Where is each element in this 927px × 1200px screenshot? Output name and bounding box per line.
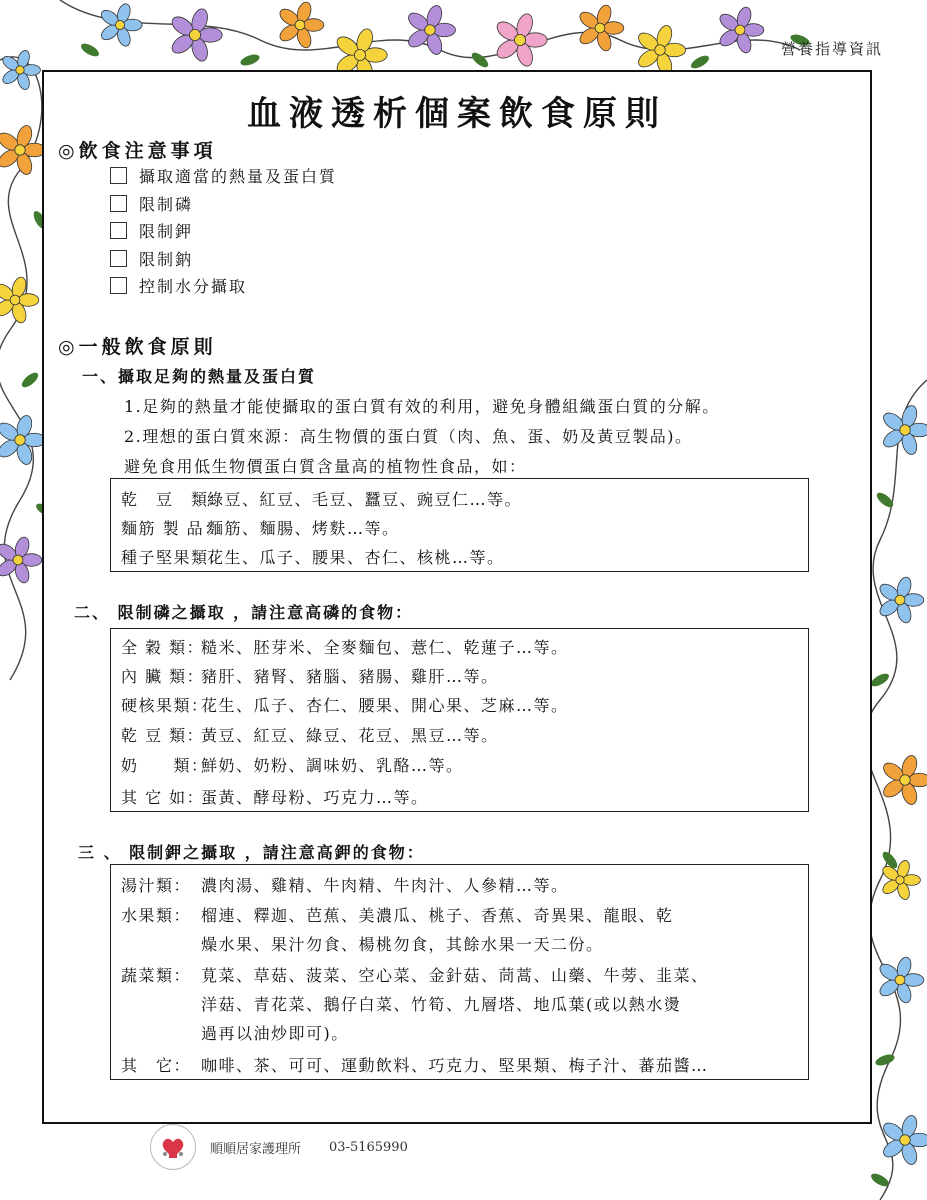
food-row-label: 全 穀 類： bbox=[121, 638, 205, 657]
checklist-item[interactable] bbox=[110, 190, 337, 218]
heart-house-icon bbox=[158, 1132, 188, 1162]
food-row-content: 蛋黃、酵母粉、巧克力…等。 bbox=[201, 788, 429, 807]
flower-center bbox=[354, 49, 365, 60]
flower-center bbox=[13, 555, 23, 565]
food-row-content: 榴連、釋迦、芭蕉、美濃瓜、桃子、香蕉、奇異果、龍眼、乾 bbox=[201, 906, 674, 925]
food-row-content: 糙米、胚芽米、全麥麵包、薏仁、乾蓮子…等。 bbox=[201, 638, 569, 657]
flower-center bbox=[895, 595, 905, 605]
leaf bbox=[869, 671, 891, 689]
flower-center bbox=[655, 45, 666, 56]
leaf bbox=[239, 52, 261, 67]
food-row-label: 湯汁類： bbox=[121, 876, 192, 895]
phosphorus-foods-box bbox=[110, 628, 809, 812]
flower-center bbox=[189, 29, 200, 40]
clinic-phone: 03-5165990 bbox=[329, 1139, 408, 1155]
food-row-content: 花生、瓜子、杏仁、腰果、開心果、芝麻…等。 bbox=[201, 696, 569, 715]
flower-center bbox=[15, 435, 26, 446]
flower-center bbox=[15, 145, 26, 156]
checklist-item-label: 限制鈉 bbox=[139, 249, 194, 269]
flower-center bbox=[900, 775, 911, 786]
protein-note-1: 1.足夠的熱量才能使攝取的蛋白質有效的利用，避免身體組織蛋白質的分解。 bbox=[124, 397, 720, 416]
flower-center bbox=[895, 975, 905, 985]
clinic-logo bbox=[150, 1124, 196, 1170]
checklist-item-label: 攝取適當的熱量及蛋白質 bbox=[139, 167, 338, 187]
leaf bbox=[19, 370, 40, 390]
category-tag: 營養指導資訊 bbox=[780, 40, 883, 58]
page-title: 血液透析個案飲食原則 bbox=[247, 94, 667, 134]
footer bbox=[150, 1122, 408, 1172]
checkbox[interactable] bbox=[110, 195, 127, 212]
subsection-potassium-heading: 三 、 限制鉀之攝取 ，請注意高鉀的食物： bbox=[78, 843, 425, 862]
section-diet-notes-heading: ◎飲食注意事項 bbox=[58, 140, 217, 162]
checklist-item[interactable] bbox=[110, 217, 337, 245]
leaf bbox=[79, 41, 101, 59]
food-row-content: 花生、瓜子、腰果、杏仁、核桃…等。 bbox=[207, 548, 505, 567]
food-row-content: 咖啡、茶、可可、運動飲料、巧克力、堅果類、梅子汁、蕃茄醬… bbox=[201, 1056, 709, 1075]
checklist-item-label: 控制水分攝取 bbox=[139, 277, 248, 297]
flower-center bbox=[295, 20, 305, 30]
food-row-content: 鮮奶、奶粉、調味奶、乳酪…等。 bbox=[201, 756, 464, 775]
section-general-principles-heading: ◎一般飲食原則 bbox=[58, 336, 217, 358]
diet-notes-checklist bbox=[110, 162, 337, 300]
checklist-item-label: 限制磷 bbox=[139, 194, 194, 214]
protein-note-3: 避免食用低生物價蛋白質含量高的植物性食品，如： bbox=[124, 457, 527, 476]
content-frame bbox=[42, 70, 872, 1124]
food-row-label: 麵筋 製 品： bbox=[121, 519, 222, 538]
food-row-label: 種子堅果類： bbox=[121, 548, 227, 567]
checklist-item[interactable] bbox=[110, 162, 337, 190]
flower-center bbox=[10, 295, 20, 305]
subsection-protein-heading: 一、攝取足夠的熱量及蛋白質 bbox=[82, 367, 317, 386]
food-row-label: 乾 豆 類： bbox=[121, 726, 205, 745]
leaf bbox=[689, 53, 711, 71]
protein-note-2: 2.理想的蛋白質來源：高生物價的蛋白質（肉、魚、蛋、奶及黃豆製品)。 bbox=[124, 427, 693, 446]
food-row-label: 其 它 如： bbox=[121, 788, 205, 807]
potassium-foods-box bbox=[110, 864, 809, 1080]
flower-center bbox=[735, 25, 745, 35]
food-row-label: 其 它： bbox=[121, 1056, 192, 1075]
food-row-label: 水果類： bbox=[121, 906, 192, 925]
food-row-content: 麵筋、麵腸、烤麩…等。 bbox=[207, 519, 400, 538]
food-row-content: 黃豆、紅豆、綠豆、花豆、黑豆…等。 bbox=[201, 726, 499, 745]
checkbox[interactable] bbox=[110, 250, 127, 267]
flower-center bbox=[900, 425, 911, 436]
food-row-content: 濃肉湯、雞精、牛肉精、牛肉汁、人參精…等。 bbox=[201, 876, 569, 895]
checklist-item-label: 限制鉀 bbox=[139, 222, 194, 242]
protein-foods-box bbox=[110, 478, 809, 572]
checklist-item[interactable] bbox=[110, 272, 337, 300]
food-row-content: 綠豆、紅豆、毛豆、蠶豆、豌豆仁…等。 bbox=[207, 490, 523, 509]
food-row-content: 莧菜、草菇、菠菜、空心菜、金針菇、茼蒿、山藥、牛蒡、韭菜、 bbox=[201, 966, 709, 985]
checkbox[interactable] bbox=[110, 277, 127, 294]
checkbox[interactable] bbox=[110, 167, 127, 184]
food-row-content: 豬肝、豬腎、豬腦、豬腸、雞肝…等。 bbox=[201, 667, 499, 686]
flower-center bbox=[115, 20, 124, 29]
leaf bbox=[469, 50, 490, 70]
food-row-label: 乾 豆 類： bbox=[121, 490, 227, 509]
checklist-item[interactable] bbox=[110, 245, 337, 273]
flower-center bbox=[595, 23, 605, 33]
food-row-label: 內 臟 類： bbox=[121, 667, 205, 686]
food-row-label: 蔬菜類： bbox=[121, 966, 192, 985]
food-row-content: 過再以油炒即可)。 bbox=[201, 1024, 349, 1043]
food-row-label: 奶 類： bbox=[121, 756, 209, 775]
checkbox[interactable] bbox=[110, 222, 127, 239]
flower-center bbox=[16, 66, 24, 74]
food-row-content: 洋菇、青花菜、鵝仔白菜、竹筍、九層塔、地瓜葉(或以熱水燙 bbox=[201, 995, 682, 1014]
flower-center bbox=[900, 1135, 911, 1146]
food-row-content: 燥水果、果汁勿食、楊桃勿食，其餘水果一天二份。 bbox=[201, 935, 604, 954]
flower-center bbox=[896, 876, 904, 884]
flower-center bbox=[425, 25, 436, 36]
food-row-label: 硬核果類： bbox=[121, 696, 209, 715]
subsection-phosphorus-heading: 二、 限制磷之攝取 ，請注意高磷的食物： bbox=[74, 603, 414, 622]
flower-center bbox=[514, 34, 525, 45]
clinic-name: 順順居家護理所 bbox=[210, 1141, 302, 1157]
